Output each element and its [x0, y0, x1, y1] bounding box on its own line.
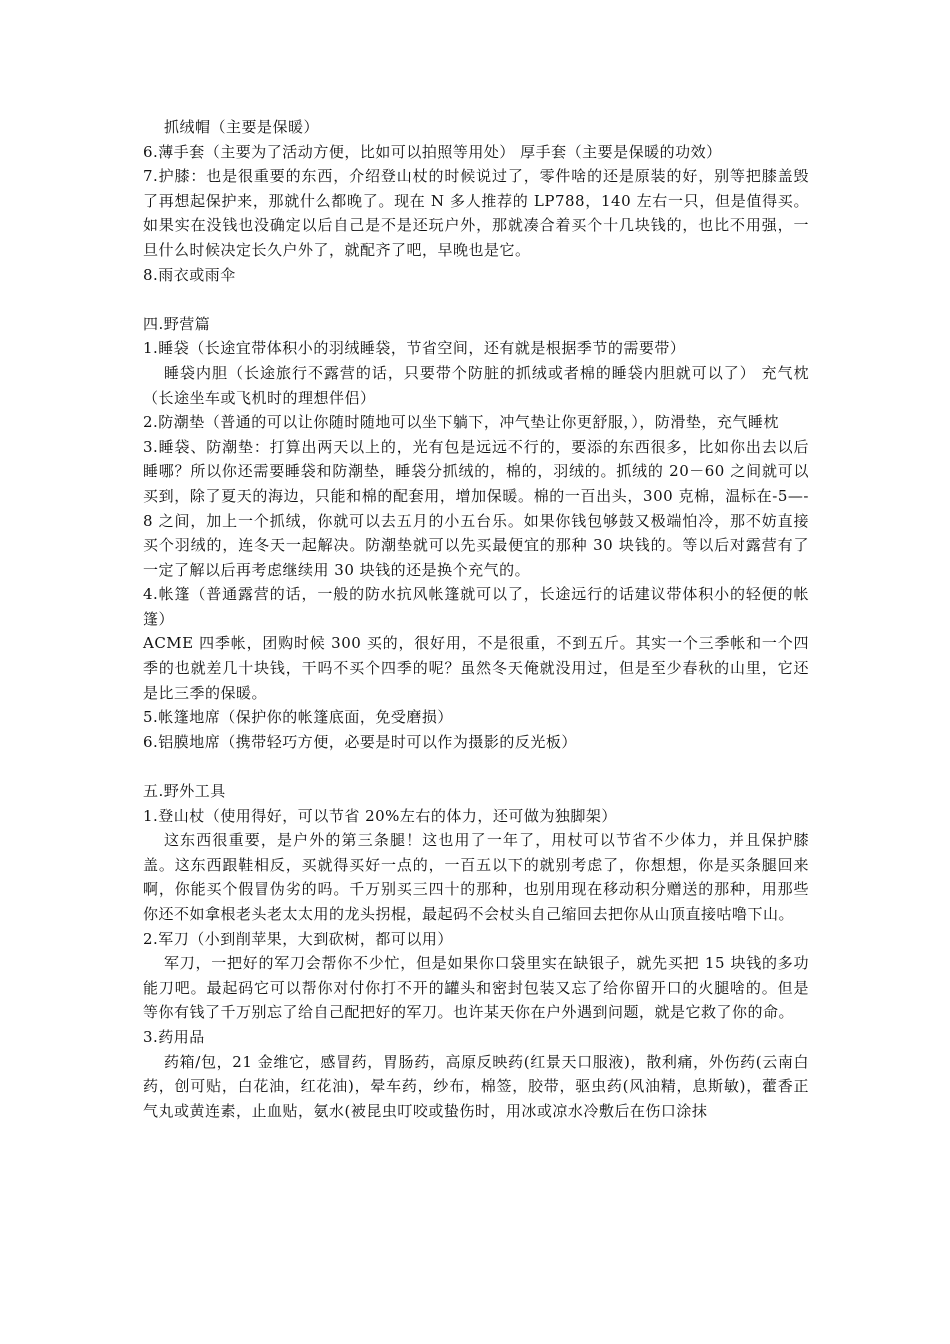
paragraph: 4.帐篷（普通露营的话，一般的防水抗风帐篷就可以了，长途远行的话建议带体积小的轻便的帐篷） [143, 585, 809, 628]
paragraph: 睡袋内胆（长途旅行不露营的话，只要带个防脏的抓绒或者棉的睡袋内胆就可以了） 充气枕（长途坐车或飞机时的理想伴侣） [143, 363, 809, 407]
paragraph: 6.铝膜地席（携带轻巧方便，必要是时可以作为摄影的反光板） [143, 732, 577, 751]
paragraph: 2.防潮垫（普通的可以让你随时随地可以坐下躺下，冲气垫让你更舒服，），防滑垫，充气睡枕 [143, 413, 779, 432]
paragraph: 五.野外工具 [143, 782, 226, 801]
paragraph: 抓绒帽（主要是保暖） [164, 118, 320, 136]
paragraph: 6.薄手套（主要为了活动方便，比如可以拍照等用处） 厚手套（主要是保暖的功效） [143, 142, 722, 161]
paragraph: 药箱/包，21 金维它，感冒药，胃肠药，高原反映药(红景天口服液)，散利痛，外伤药(云南白药，创可贴，白花油，红花油)，晕车药，纱布，棉签，胶带，驱虫药(风油精，息斯敏)，藿香正气丸或黄连素，止血贴，氨水(被昆虫叮咬或蛰伤时，用冰或凉水冷敷后在伤口涂抹 [143, 1052, 809, 1120]
paragraph: ACME 四季帐，团购时候 300 买的，很好用，不是很重，不到五斤。其实一个三季帐和一个四季的也就差几十块钱，干吗不买个四季的呢？虽然冬天俺就没用过，但是至少春秋的山里，它还是比三季的保暖。 [143, 634, 809, 702]
blank-line [143, 754, 809, 779]
paragraph: 四.野营篇 [143, 314, 211, 333]
paragraph: 军刀，一把好的军刀会帮你不少忙，但是如果你口袋里实在缺银子，就先买把 15 块钱的多功能刀吧。最起码它可以帮你对付你打不开的罐头和密封包装又忘了给你留开口的火腿啥的。但是等你有钱了千万别忘了给自己配把好的军刀。也许某天你在户外遇到问题，就是它救了你的命。 [143, 954, 809, 1022]
paragraph: 1.登山杖（使用得好，可以节省 20%左右的体力，还可做为独脚架） [143, 806, 617, 825]
paragraph: 这东西很重要，是户外的第三条腿！这也用了一年了，用杖可以节省不少体力，并且保护膝盖。这东西跟鞋相反，买就得买好一点的，一百五以下的就别考虑了，你想想，你是买条腿回来啊，你能买个假冒伪劣的吗。千万别买三四十的那种，也别用现在移动积分赠送的那种，用那些你还不如拿根老头老太太用的龙头拐棍，最起码不会杖头自己缩回去把你从山顶直接咕噜下山。 [143, 831, 809, 923]
paragraph: 1.睡袋（长途宜带体积小的羽绒睡袋，节省空间，还有就是根据季节的需要带） [143, 339, 686, 358]
paragraph: 8.雨衣或雨伞 [143, 265, 236, 284]
paragraph: 3.药用品 [143, 1027, 205, 1046]
document-body [143, 115, 809, 1123]
paragraph: 3.睡袋、防潮垫：打算出两天以上的，光有包是远远不行的，要添的东西很多，比如你出去以后睡哪？所以你还需要睡袋和防潮垫，睡袋分抓绒的，棉的，羽绒的。抓绒的 20－60 之间就可以买到，除了夏天的海边，只能和棉的配套用，增加保暖。棉的一百出头，300 克棉，温标在-5—-8 之间，加上一个抓绒，你就可以去五月的小五台乐。如果你钱包够鼓又极端怕冷，那不妨直接买个羽绒的，连冬天一起解决。防潮垫就可以先买最便宜的那种 30 块钱的。等以后对露营有了一定了解以后再考虑继续用 30 块钱的还是换个充气的。 [143, 437, 809, 579]
blank-line [143, 287, 809, 312]
paragraph: 2.军刀（小到削苹果，大到砍树，都可以用） [143, 929, 453, 948]
paragraph: 7.护膝：也是很重要的东西，介绍登山杖的时候说过了，零件啥的还是原装的好，别等把膝盖毁了再想起保护来，那就什么都晚了。现在 N 多人推荐的 LP788，140 左右一只，但是值得买。如果实在没钱也没确定以后自己是不是还玩户外，那就凑合着买个十几块钱的，也比不用强，一旦什么时候决定长久户外了，就配齐了吧，早晚也是它。 [143, 167, 809, 259]
paragraph: 5.帐篷地席（保护你的帐篷底面，免受磨损） [143, 708, 453, 727]
